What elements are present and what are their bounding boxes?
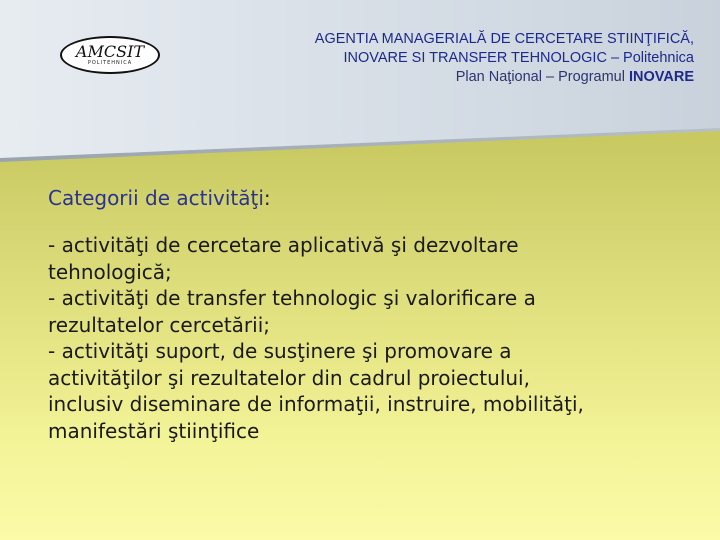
activity-list — [48, 232, 688, 444]
body-line: - activităţi de cercetare aplicativă şi dezvoltare — [48, 233, 519, 257]
slide-content — [48, 184, 688, 444]
logo-subtext: POLITEHNICA — [87, 60, 133, 66]
body-line: rezultatelor cercetării; — [48, 312, 270, 337]
body-line: activităţilor şi rezultatelor din cadrul proiectului, — [48, 365, 530, 390]
program-prefix: Plan Naţional – Programul — [455, 69, 629, 85]
body-line: tehnologică; — [48, 259, 172, 284]
amcsit-logo — [60, 36, 160, 74]
heading-colon: : — [263, 186, 271, 210]
heading-text: Categorii de activităţi — [48, 186, 264, 210]
logo-text: AMCSIT — [75, 42, 145, 61]
agency-title-block — [174, 30, 694, 87]
body-line: - activităţi suport, de susţinere şi promovare a — [48, 339, 512, 363]
agency-title-line1: AGENTIA MANAGERIALĂ DE CERCETARE STIINŢIFICĂ, — [314, 31, 694, 47]
slide-heading — [48, 184, 688, 212]
program-name: INOVARE — [629, 69, 694, 85]
agency-title-line3 — [174, 68, 694, 87]
body-line: manifestări ştiinţifice — [48, 418, 260, 443]
body-line: - activităţi de transfer tehnologic şi valorificare a — [48, 286, 536, 310]
body-line: inclusiv diseminare de informaţii, instruire, mobilităţi, — [48, 392, 584, 416]
agency-title-line2: INOVARE SI TRANSFER TEHNOLOGIC – Politehnica — [343, 50, 694, 66]
